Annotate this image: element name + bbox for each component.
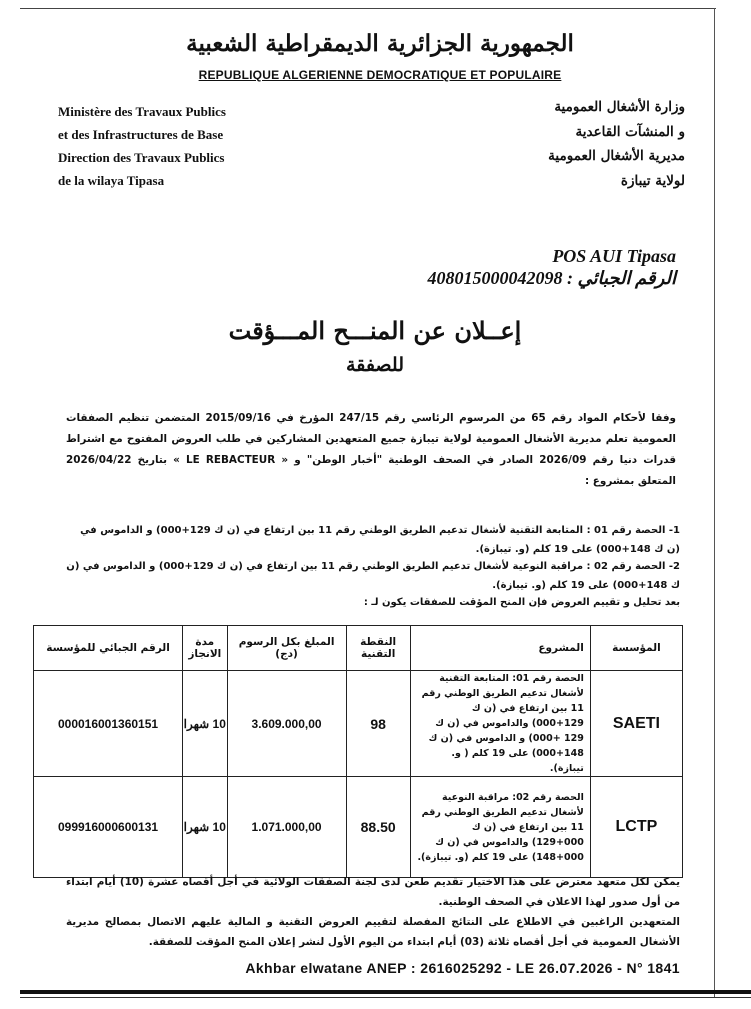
notice-subtitle: للصفقة (346, 354, 404, 376)
header-company: المؤسسة (590, 626, 682, 671)
cell-tax-id: 099916000600131 (34, 777, 183, 878)
ministry-block-french (58, 100, 318, 192)
cell-project: الحصة رقم 01: المتابعة التقنية لأشغال تدعيم الطريق الوطني رقم 11 بين ارتفاع في (ن ك 129+000) والداموس في (ن ك 129 +000) و الداموس في (ن ك 148+000) على 19 كلم ( و. تيبازة). (410, 671, 590, 777)
table-row (34, 777, 683, 878)
lot-item-2: 2- الحصة رقم 02 : مراقبة النوعية لأشغال تدعيم الطريق الوطني رقم 11 بين ارتفاع في (ن ك 129+000) و الداموس في (ن ك 148+000) على 19 كلم (و. تيبازة). (66, 561, 680, 591)
cell-duration: 10 شهرا (183, 777, 228, 878)
header-duration: مدة الانجاز (183, 626, 228, 671)
cell-technical-score: 98 (346, 671, 410, 777)
notice-title: إعــلان عن المنـــح المـــؤقت (228, 316, 522, 345)
ministry-ar-line: لولاية تيبازة (620, 172, 685, 189)
republic-title-french: REPUBLIQUE ALGERIENNE DEMOCRATIQUE ET POPULAIRE (198, 68, 562, 82)
cell-amount: 3.609.000,00 (227, 671, 346, 777)
ministry-block-arabic (450, 95, 685, 193)
header-project: المشروع (410, 626, 590, 671)
ministry-fr-line: Ministère des Travaux Publics (58, 104, 226, 119)
ministry-fr-line: Direction des Travaux Publics (58, 150, 225, 165)
award-intro-line: بعد تحليل و تقييم العروض فإن المنح المؤقت للصفقات يكون لـ : (363, 597, 680, 608)
lot-item-1: 1- الحصة رقم 01 : المتابعة التقنية لأشغال تدعيم الطريق الوطني رقم 11 بين ارتفاع في (ن ك 129+000) و الداموس في (ن ك 148+000) على 19 كلم (و. تيبازة). (80, 525, 680, 555)
ministry-ar-line: مديرية الأشغال العمومية (548, 148, 685, 164)
cell-company: SAETI (590, 671, 682, 777)
cell-amount: 1.071.000,00 (227, 777, 346, 878)
header-technical-score: النقطة التقنية (346, 626, 410, 671)
consultation-paragraph: المتعهدين الراغبين في الاطلاع على النتائج المفصلة لتقييم العروض التقنية و المالية عليهم الاتصال بمصالح مديرية الأشغال العمومية في أجل أقصاه ثلاثة (03) أيام ابتداء من اليوم الأول لنشر إعلان المنح المؤقت للصفقة. (66, 916, 680, 948)
bottom-rule (20, 997, 751, 998)
ministry-fr-line: de la wilaya Tipasa (58, 173, 165, 188)
tax-id-line: الرقم الجبائي : 408015000042098 (427, 268, 676, 288)
header-tax-id: الرقم الجبائي للمؤسسة (34, 626, 183, 671)
pos-label: POS AUI Tipasa (552, 246, 676, 266)
intro-paragraph: وفقا لأحكام المواد رقم 65 من المرسوم الرئاسي رقم 247/15 المؤرخ في 2015/09/16 المتضمن تنظيم الصفقات العمومية تعلم مديرية الأشغال العمومية لولاية تيبازة جميع المتعهدين المشاركين في طلب العروض المفتوح مع اشتراط قدرات دنيا رقم 2026/09 الصادر في الصحف الوطنية "أخبار الوطن" و « LE REBACTEUR » بتاريخ 2026/04/22 المتعلق بمشروع : (66, 412, 677, 487)
right-frame-line (714, 8, 715, 998)
appeal-paragraph: يمكن لكل متعهد معترض على هذا الاختيار تقديم طعن لدى لجنة الصفقات الولائية في أجل أقصاه عشرة (10) أيام ابتداء من أول صدور لهذا الاعلان في الصحف الوطنية. (66, 876, 681, 908)
cell-project: الحصة رقم 02: مراقبة النوعية لأشغال تدعيم الطريق الوطني رقم 11 بين ارتفاع في (ن ك 000+129) والداموس في (ن ك 000+148) على 19 كلم (و. تيبازة). (410, 777, 590, 878)
ministry-ar-line: و المنشآت القاعدية (575, 123, 685, 140)
bottom-rule (20, 990, 751, 994)
cell-company: LCTP (590, 777, 682, 878)
top-frame-line (20, 8, 716, 15)
table-header-row (34, 626, 683, 671)
award-table (33, 625, 683, 878)
cell-duration: 10 شهرا (183, 671, 228, 777)
ministry-ar-line: وزارة الأشغال العمومية (554, 99, 685, 115)
republic-title-arabic: الجمهورية الجزائرية الديمقراطية الشعبية (186, 30, 574, 57)
publication-reference: Akhbar elwatane ANEP : 2616025292 - LE 26.07.2026 - N° 1841 (245, 960, 680, 976)
ministry-fr-line: et des Infrastructures de Base (58, 127, 224, 142)
header-amount: المبلغ بكل الرسوم (دج) (227, 626, 346, 671)
cell-technical-score: 88.50 (346, 777, 410, 878)
table-row (34, 671, 683, 777)
cell-tax-id: 000016001360151 (34, 671, 183, 777)
